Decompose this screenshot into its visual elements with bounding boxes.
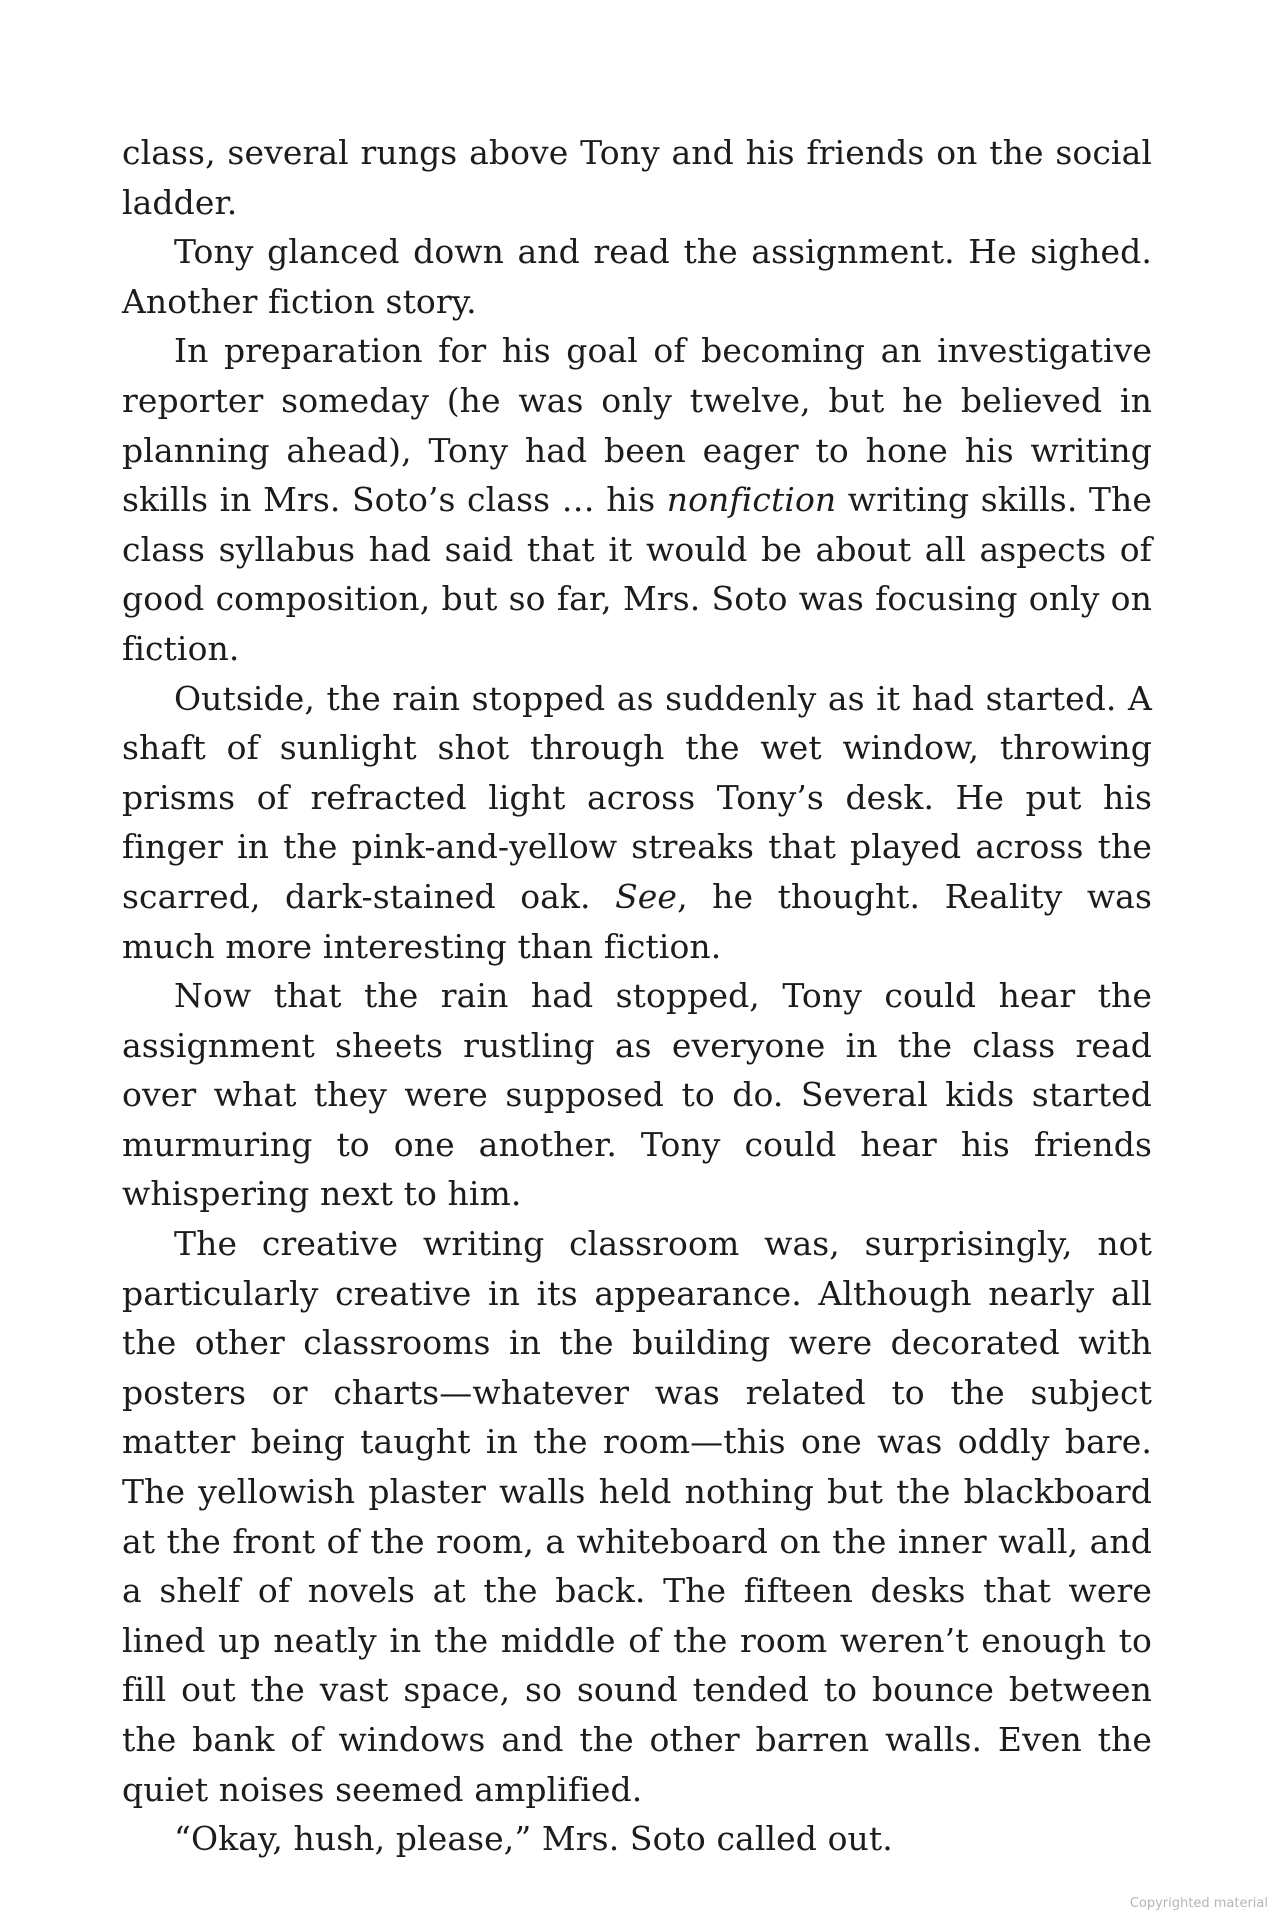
paragraph-text: writing skills. The class syllabus had said that it would be about all aspects of good composition, but so far, Mrs. Soto was focusing only on fiction. bbox=[122, 480, 1152, 668]
italic-text: See bbox=[615, 876, 678, 916]
book-page-body bbox=[122, 128, 1152, 1864]
paragraph bbox=[122, 674, 1152, 972]
paragraph-text: Now that the rain had stopped, Tony could hear the assignment sheets rustling as everyone in the class read over what they were supposed to do. Several kids started murmuring to one another. Tony could hear his friends whispering next to him. bbox=[122, 976, 1152, 1214]
paragraph bbox=[122, 971, 1152, 1219]
paragraph-text: “Okay, hush, please,” Mrs. Soto called out. bbox=[174, 1819, 893, 1859]
paragraph-text: Tony glanced down and read the assignment. He sighed. Another fiction story. bbox=[122, 232, 1152, 321]
paragraph bbox=[122, 1219, 1152, 1814]
paragraph-text: The creative writing classroom was, surprisingly, not particularly creative in its appearance. Although nearly all the other classrooms in the building were decorated with posters or charts—whatever was related to the subject matter being taught in the room—this one was oddly bare. The yellowish plaster walls held nothing but the blackboard at the front of the room, a whiteboard on the inner wall, and a shelf of novels at the back. The fifteen desks that were lined up neatly in the middle of the room weren’t enough to fill out the vast space, so sound tended to bounce between the bank of windows and the other barren walls. Even the quiet noises seemed amplified. bbox=[122, 1224, 1152, 1809]
italic-text: nonfiction bbox=[666, 480, 837, 520]
paragraph bbox=[122, 128, 1152, 227]
copyright-watermark: Copyrighted material bbox=[1129, 1896, 1268, 1911]
paragraph-text: In preparation for his goal of becoming an investigative reporter someday (he was only twelve, but he believed in planning ahead), Tony had been eager to hone his writing skills in Mrs. Soto’s class … his bbox=[122, 331, 1152, 520]
paragraph-text: Outside, the rain stopped as suddenly as it had started. A shaft of sunlight shot through the wet window, throwing prisms of refracted light across Tony’s desk. He put his finger in the pink-and-yellow streaks that played across the scarred, dark-stained oak. bbox=[122, 678, 1152, 916]
paragraph-text: class, several rungs above Tony and his friends on the social ladder. bbox=[122, 133, 1152, 222]
paragraph-text: , he thought. Reality was much more interesting than fiction. bbox=[122, 876, 1152, 966]
paragraph bbox=[122, 227, 1152, 326]
paragraph bbox=[122, 326, 1152, 673]
paragraph bbox=[122, 1814, 1152, 1864]
